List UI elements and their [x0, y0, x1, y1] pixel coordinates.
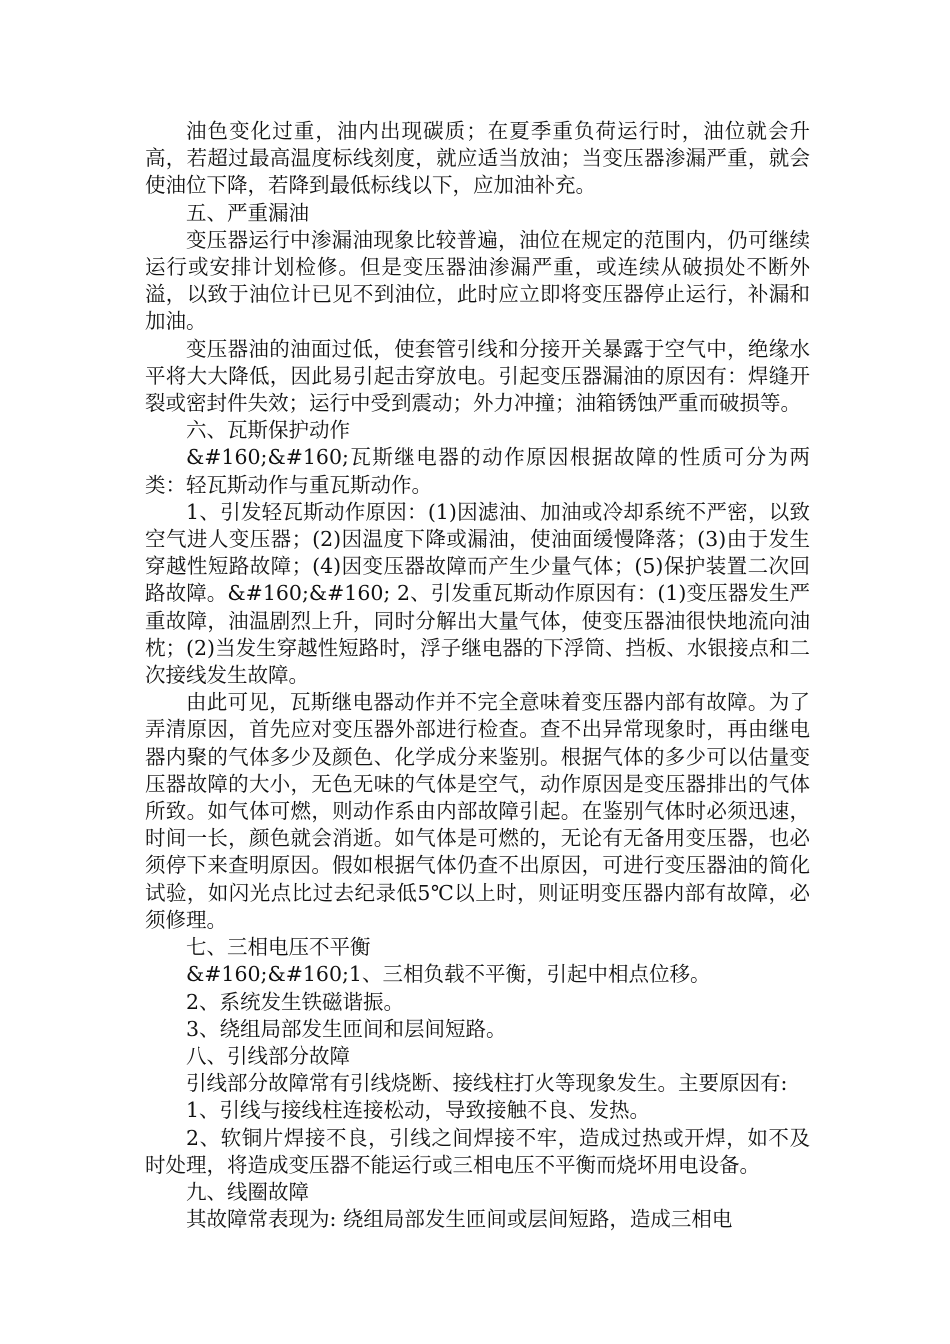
- section-heading: 八、引线部分故障: [186, 1043, 350, 1068]
- paragraph: &#160;&#160;1、三相负载不平衡，引起中相点位移。: [186, 962, 711, 987]
- section-heading: 七、三相电压不平衡: [186, 935, 371, 960]
- paragraph: &#160;&#160;瓦斯继电器的动作原因根据故障的性质可分为两类：轻瓦斯动作与重瓦斯动作。: [145, 445, 810, 497]
- section-heading: 五、严重漏油: [186, 200, 309, 225]
- paragraph: 变压器运行中渗漏油现象比较普遍，油位在规定的范围内，仍可继续运行或安排计划检修。但是变压器油渗漏严重，或连续从破损处不断外溢，以致于油位计已见不到油位，此时应立即将变压器停止运行，补漏和加油。: [145, 227, 810, 334]
- document-body: [145, 118, 810, 1233]
- paragraph: 引线部分故障常有引线烧断、接线柱打火等现象发生。主要原因有:: [186, 1071, 788, 1096]
- paragraph: 变压器油的油面过低，使套管引线和分接开关暴露于空气中，绝缘水平将大大降低，因此易引起击穿放电。引起变压器漏油的原因有：焊缝开裂或密封件失效；运行中受到震动；外力冲撞；油箱锈蚀严重而破损等。: [145, 336, 810, 416]
- section-heading: 九、线圈故障: [186, 1179, 309, 1204]
- paragraph: 由此可见，瓦斯继电器动作并不完全意味着变压器内部有故障。为了弄清原因，首先应对变压器外部进行检查。查不出异常现象时，再由继电器内聚的气体多少及颜色、化学成分来鉴别。根据气体的多少可以估量变压器故障的大小，无色无味的气体是空气，动作原因是变压器排出的气体所致。如气体可燃，则动作系由内部故障引起。在鉴别气体时必须迅速，时间一长，颜色就会消逝。如气体是可燃的，无论有无备用变压器，也必须停下来查明原因。假如根据气体仍查不出原因，可进行变压器油的简化试验，如闪光点比过去纪录低5℃以上时，则证明变压器内部有故障，必须修理。: [145, 690, 810, 932]
- paragraph: 油色变化过重，油内出现碳质；在夏季重负荷运行时，油位就会升高，若超过最高温度标线刻度，就应适当放油；当变压器渗漏严重，就会使油位下降，若降到最低标线以下，应加油补充。: [145, 119, 810, 198]
- paragraph: 1、引线与接线柱连接松动，导致接触不良、发热。: [186, 1098, 651, 1123]
- paragraph: 2、软铜片焊接不良，引线之间焊接不牢，造成过热或开焊，如不及时处理，将造成变压器不能运行或三相电压不平衡而烧坏用电设备。: [145, 1125, 810, 1177]
- section-heading: 六、瓦斯保护动作: [186, 418, 350, 443]
- paragraph: 其故障常表现为: 绕组局部发生匝间或层间短路，造成三相电: [186, 1207, 733, 1232]
- paragraph: 1、引发轻瓦斯动作原因：(1)因滤油、加油或冷却系统不严密，以致空气进人变压器；(2)因温度下降或漏油，使油面缓慢降落；(3)由于发生穿越性短路故障；(4)因变压器故障而产生少量气体；(5)保护装置二次回路故障。&#160;&#160; 2、引发重瓦斯动作原因有：(1)变压器发生严重故障，油温剧烈上升，同时分解出大量气体，使变压器油很快地流向油枕；(2)当发生穿越性短路时，浮子继电器的下浮筒、挡板、水银接点和二次接线发生故障。: [145, 499, 810, 688]
- paragraph: 3、绕组局部发生匝间和层间短路。: [186, 1016, 507, 1041]
- paragraph: 2、系统发生铁磁谐振。: [186, 989, 405, 1014]
